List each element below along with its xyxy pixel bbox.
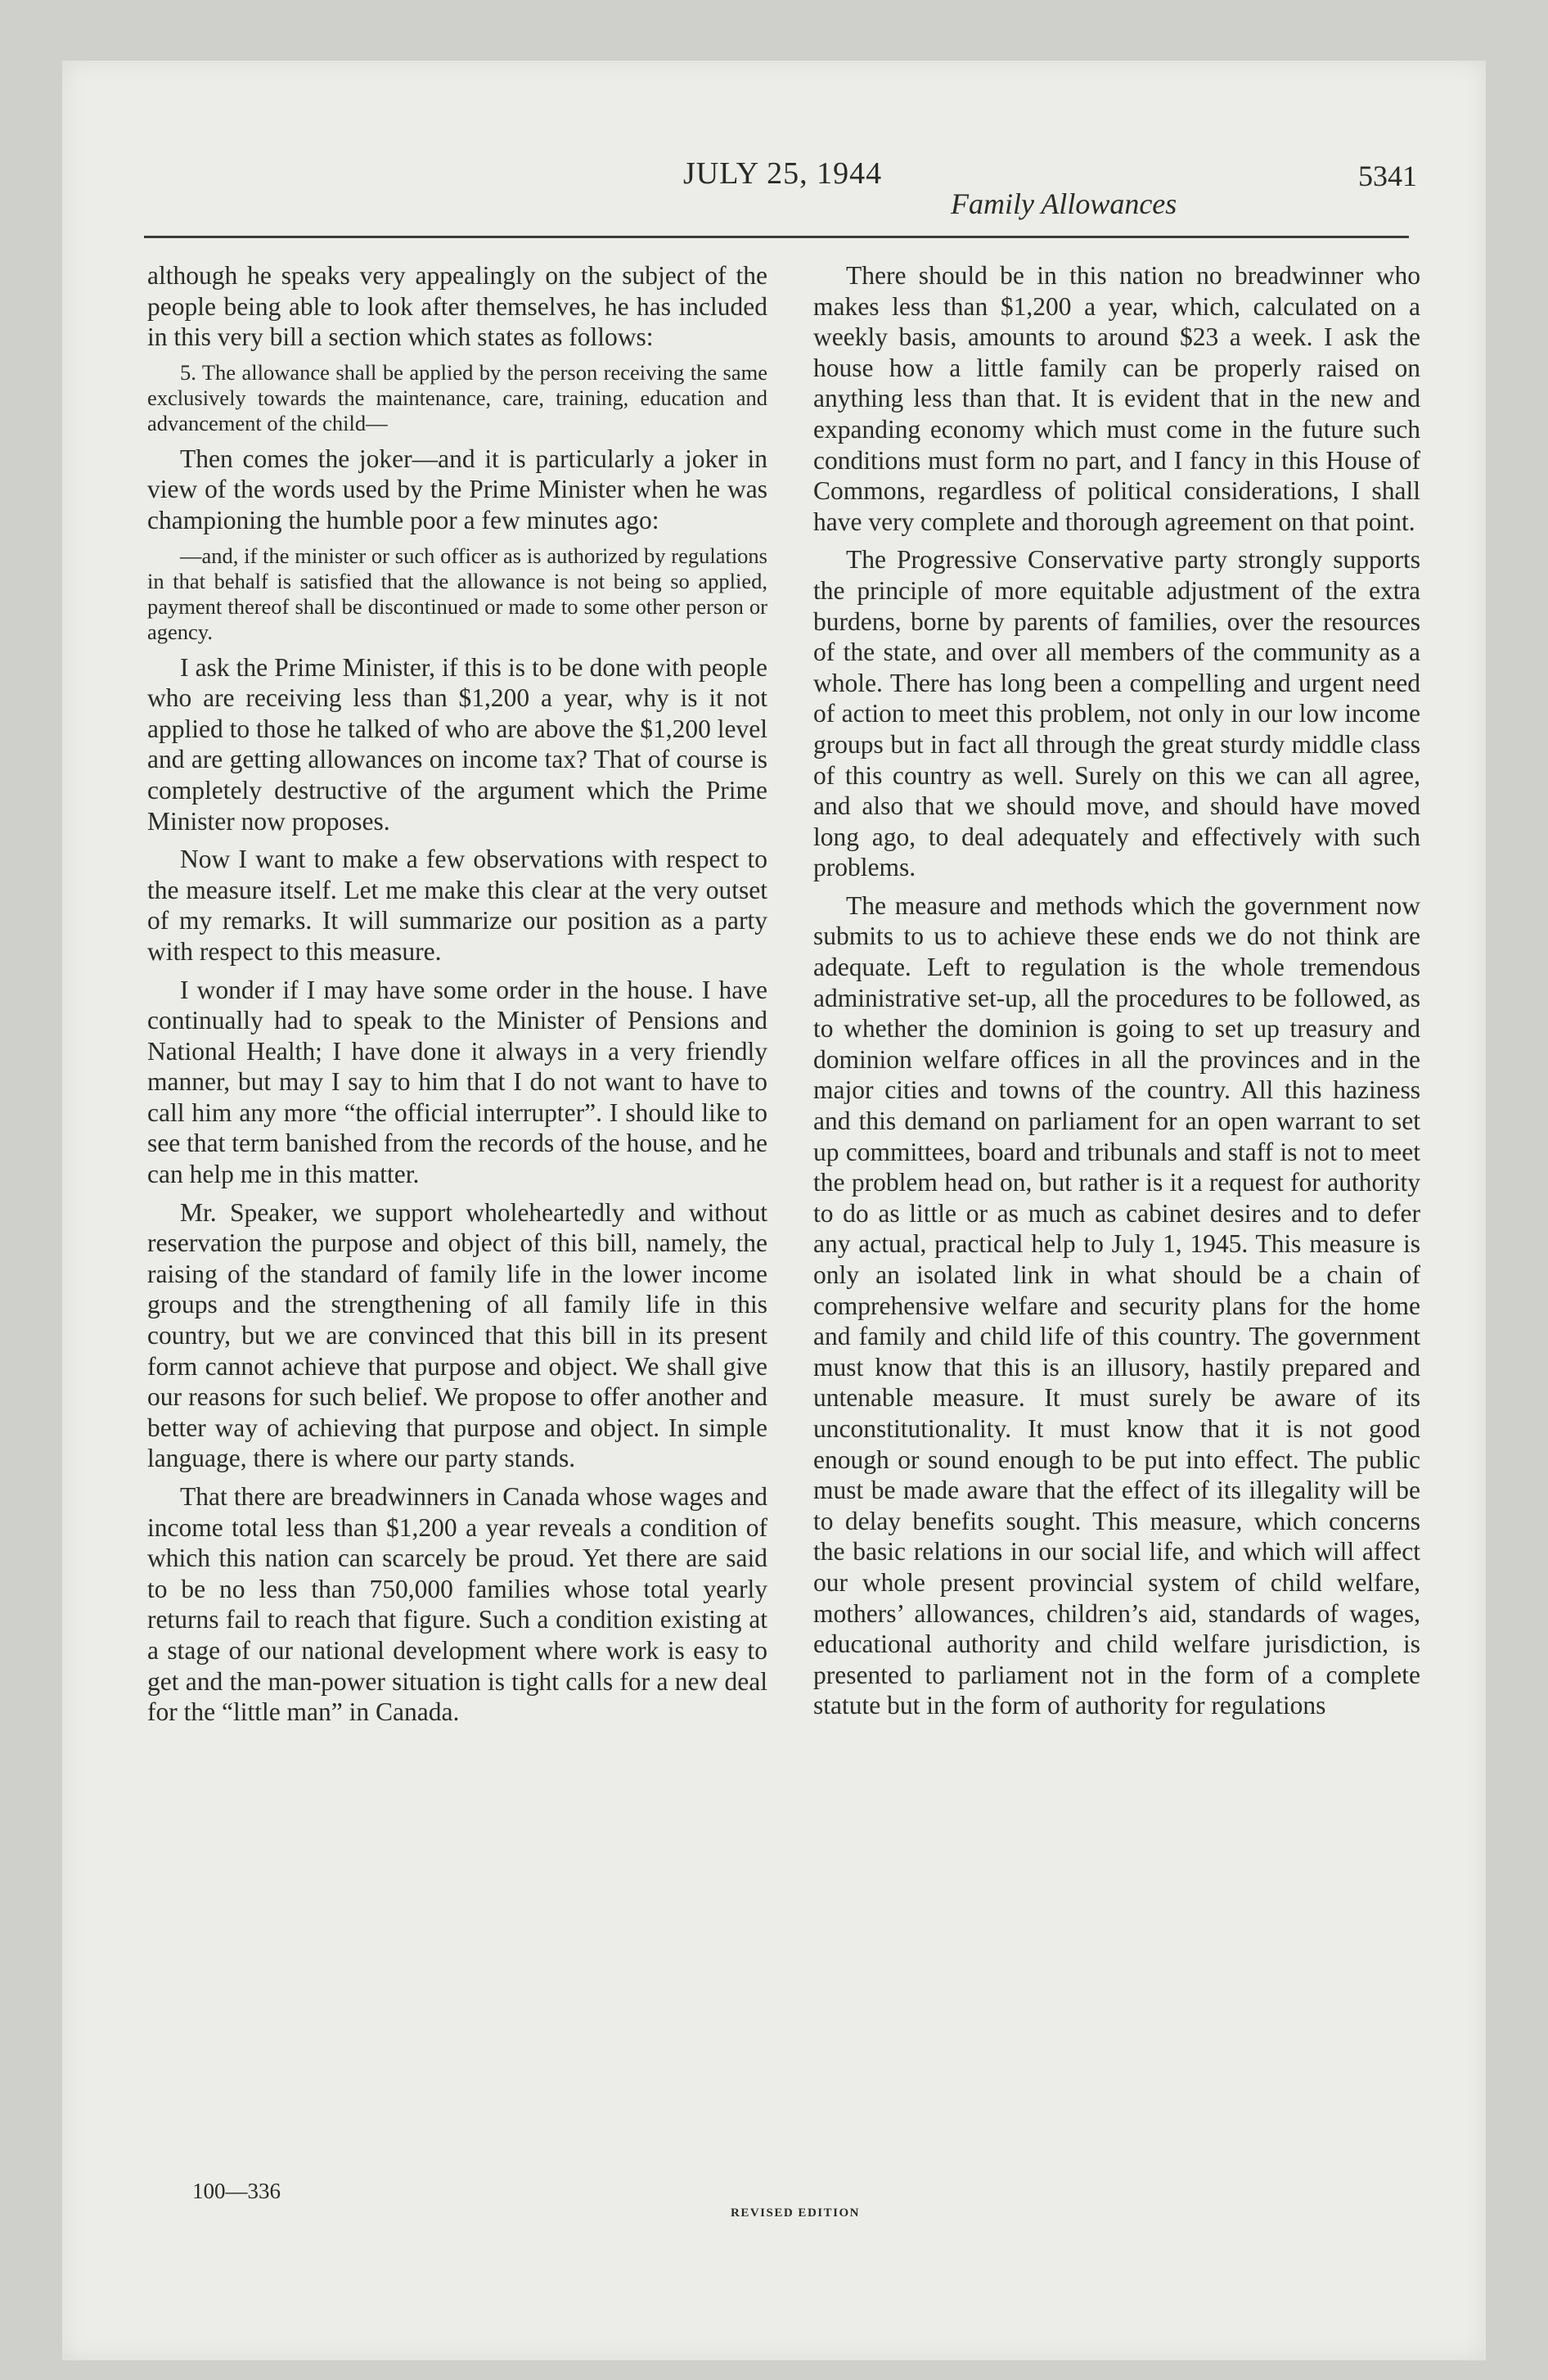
paragraph: The Progressive Conservative party strongly supports the principle of more equitable adjustment of the extra burdens, borne by parents of families, over the resources of the state, and over all members of the community as a whole. There has long been a compelling and urgent need of action to meet this problem, not only in our low income groups but in fact all through the great sturdy middle class of this country as well. Surely on this we can all agree, and also that we should move, and should have moved long ago, to deal adequately and effectively with such problems.: [813, 545, 1420, 882]
paragraph: Mr. Speaker, we support wholeheartedly and without reservation the purpose and object of this bill, namely, the raising of the standard of family life in the lower income groups and the strengthening of all family life in this country, but we are convinced that this bill in its present form cannot achieve that purpose and object. We shall give our reasons for such belief. We propose to offer another and better way of achieving that purpose and object. In simple language, there is where our party stands.: [147, 1197, 767, 1473]
paragraph: although he speaks very appealingly on the subject of the people being able to look after themselves, he has included in this very bill a section which states as follows:: [147, 261, 767, 352]
right-column: [813, 260, 1420, 1721]
paragraph: I ask the Prime Minister, if this is to be done with people who are receiving less than $1,200 a year, why is it not applied to those he talked of who are above the $1,200 level and are getting allowances on income tax? That of course is completely destructive of the argument which the Prime Minister now proposes.: [147, 652, 767, 836]
header-subject: Family Allowances: [951, 187, 1177, 220]
paragraph: I wonder if I may have some order in the house. I have continually had to speak to the Minister of Pensions and National Health; I have done it always in a very friendly manner, but may I say to him that I do not want to have to call him any more “the official interrupter”. I should like to see that term banished from the records of the house, and he can help me in this matter.: [147, 975, 767, 1189]
edition-label: REVISED EDITION: [731, 2206, 860, 2220]
paragraph: There should be in this nation no breadwinner who makes less than $1,200 a year, which, calculated on a weekly basis, amounts to around $23 a week. I ask the house how a little family can be properly raised on anything less than that. It is evident that in the new and expanding economy which must come in the future such conditions must form no part, and I fancy in this House of Commons, regardless of political considerations, I shall have very complete and thorough agreement on that point.: [813, 261, 1420, 536]
header-rule: [144, 236, 1409, 238]
printer-signature: 100—336: [192, 2179, 281, 2203]
left-column: [147, 260, 767, 1728]
quotation: 5. The allowance shall be applied by the person receiving the same exclusively towards the maintenance, care, training, education and advancement of the child—: [147, 359, 767, 435]
header-date: JULY 25, 1944: [683, 156, 883, 191]
paragraph: That there are breadwinners in Canada whose wages and income total less than $1,200 a year reveals a condition of which this nation can scarcely be proud. Yet there are said to be no less than 750,000 families whose total yearly returns fail to reach that figure. Such a condition existing at a stage of our national development where work is easy to get and the man-power situation is tight calls for a new deal for the “little man” in Canada.: [147, 1482, 767, 1727]
paragraph: Then comes the joker—and it is particularly a joker in view of the words used by the Prime Minister when he was championing the humble poor a few minutes ago:: [147, 444, 767, 534]
page-number: 5341: [1358, 160, 1417, 192]
paragraph: Now I want to make a few observations with respect to the measure itself. Let me make this clear at the very outset of my remarks. It will summarize our position as a party with respect to this measure.: [147, 845, 767, 966]
quotation: —and, if the minister or such officer as is authorized by regulations in that behalf is satisfied that the allowance is not being so applied, payment thereof shall be discontinued or made to some other person or agency.: [147, 543, 767, 644]
paragraph: The measure and methods which the government now submits to us to achieve these ends we do not think are adequate. Left to regulation is the whole tremendous administrative set-up, all the procedures to be followed, as to whether the dominion is going to set up treasury and dominion welfare offices in all the provinces and in the major cities and towns of the country. All this haziness and this demand on parliament for an open warrant to set up committees, board and tribunals and staff is not to meet the problem head on, but rather is it a request for authority to do as little or as much as cabinet desires and to defer any actual, practical help to July 1, 1945. This measure is only an isolated link in what should be a chain of comprehensive welfare and security plans for the home and family and child life of this country. The government must know that this is an illusory, hastily prepared and untenable measure. It must surely be aware of its unconstitutionality. It must know that it is not good enough or sound enough to be put into effect. The public must be made aware that the effect of its illegality will be to delay benefits sought. This measure, which concerns the basic relations in our social life, and which will affect our whole present provincial system of child welfare, mothers’ allowances, children’s aid, standards of wages, educational authority and child welfare jurisdiction, is presented to parliament not in the form of a complete statute but in the form of authority for regulations: [813, 890, 1420, 1720]
